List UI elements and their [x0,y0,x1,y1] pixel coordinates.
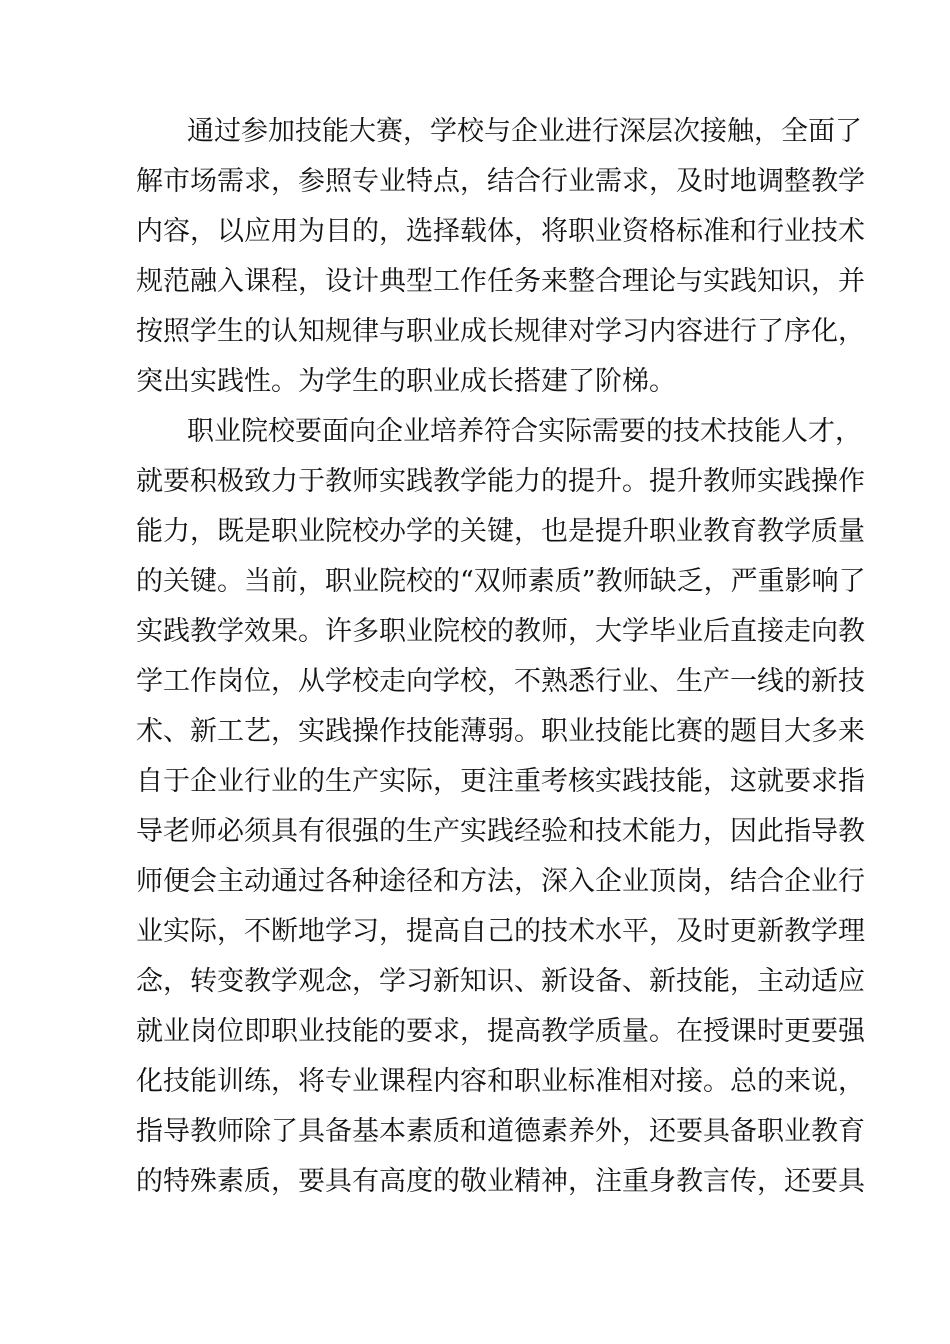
paragraph-2-line-8: 自于企业行业的生产实际，更注重考核实践技能，这就要求指 [136,766,865,797]
paragraph-2-line-1: 职业院校要面向企业培养符合实际需要的技术技能人才， [187,416,862,447]
paragraph-1-line-1: 通过参加技能大赛，学校与企业进行深层次接触，全面了 [187,116,862,147]
paragraph-1-line-5: 按照学生的认知规律与职业成长规律对学习内容进行了序化， [136,316,865,347]
paragraph-1-line-6: 突出实践性。为学生的职业成长搭建了阶梯。 [136,366,676,397]
paragraph-2-line-14: 化技能训练，将专业课程内容和职业标准相对接。总的来说， [136,1066,865,1097]
paragraph-2-line-5: 实践教学效果。许多职业院校的教师，大学毕业后直接走向教 [136,616,865,647]
paragraph-1-line-3: 内容，以应用为目的，选择载体，将职业资格标准和行业技术 [136,216,865,247]
paragraph-2-line-11: 业实际，不断地学习，提高自己的技术水平，及时更新教学理 [136,916,865,947]
paragraph-2-line-16: 的特殊素质，要具有高度的敬业精神，注重身教言传，还要具 [136,1166,865,1197]
paragraph-2-line-4: 的关键。当前，职业院校的“双师素质”教师缺乏，严重影响了 [136,566,866,597]
paragraph-2-line-6: 学工作岗位，从学校走向学校，不熟悉行业、生产一线的新技 [136,666,865,697]
paragraph-1-line-2: 解市场需求，参照专业特点，结合行业需求，及时地调整教学 [136,166,865,197]
paragraph-2-line-12: 念，转变教学观念，学习新知识、新设备、新技能，主动适应 [136,966,865,997]
paragraph-2-line-15: 指导教师除了具备基本素质和道德素养外，还要具备职业教育 [136,1116,865,1147]
paragraph-2-line-13: 就业岗位即职业技能的要求，提高教学质量。在授课时更要强 [136,1016,865,1047]
paragraph-2-line-3: 能力，既是职业院校办学的关键，也是提升职业教育教学质量 [136,516,865,547]
paragraph-2-line-7: 术、新工艺，实践操作技能薄弱。职业技能比赛的题目大多来 [136,716,865,747]
paragraph-2-line-10: 师便会主动通过各种途径和方法，深入企业顶岗，结合企业行 [136,866,865,897]
paragraph-2-line-9: 导老师必须具有很强的生产实践经验和技术能力，因此指导教 [136,816,865,847]
paragraph-2-line-2: 就要积极致力于教师实践教学能力的提升。提升教师实践操作 [136,466,865,497]
paragraph-1-line-4: 规范融入课程，设计典型工作任务来整合理论与实践知识，并 [136,266,865,297]
